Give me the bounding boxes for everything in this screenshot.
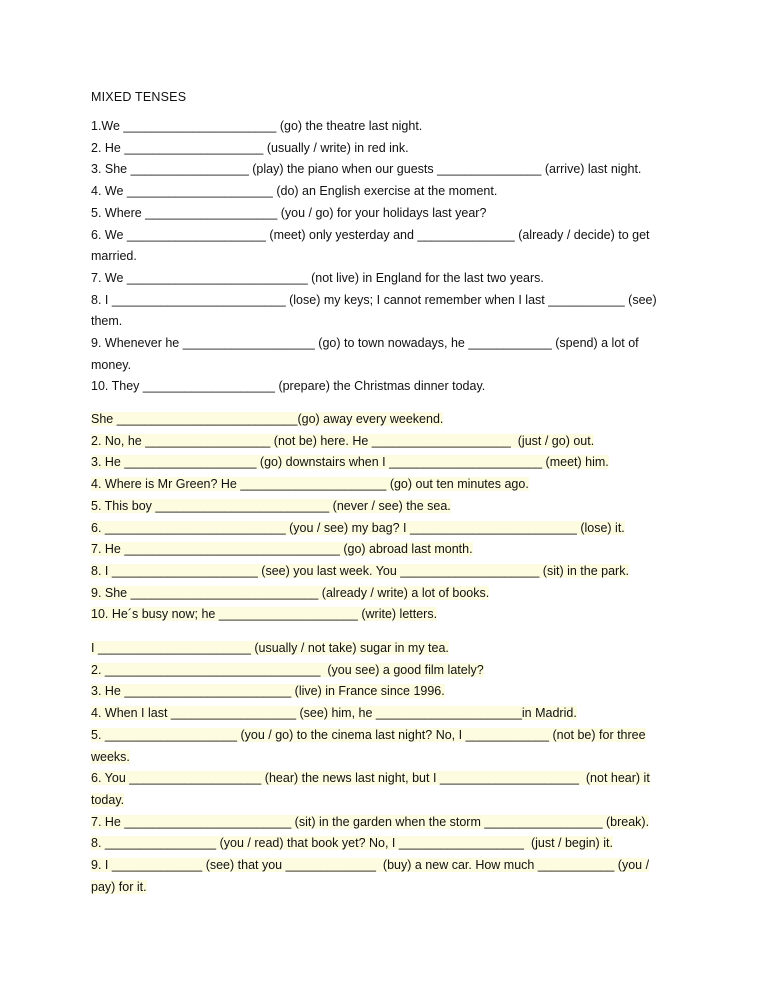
exercise-line: [91, 539, 661, 561]
exercise-line-text: 3. He ___________________ (go) downstairs when I ______________________ (meet) him.: [91, 455, 609, 470]
exercise-line: [91, 290, 661, 312]
exercise-line: [91, 409, 661, 431]
exercise-line-text: 6. You ___________________ (hear) the news last night, but I ____________________ (not hear) it: [91, 771, 650, 786]
exercise-line: [91, 561, 661, 583]
exercise-line-text: 2. No, he __________________ (not be) here. He ____________________ (just / go) out.: [91, 433, 595, 448]
exercise-line: [91, 790, 661, 812]
exercise-section-1: [91, 116, 661, 398]
exercise-line: [91, 181, 661, 203]
exercise-line: [91, 812, 661, 834]
exercise-line-text: married.: [91, 249, 137, 264]
page-title: MIXED TENSES: [91, 90, 187, 104]
exercise-line-text: 4. When I last __________________ (see) him, he _____________________in Madrid.: [91, 706, 577, 721]
exercise-line: [91, 333, 661, 355]
exercise-line: [91, 311, 661, 333]
exercise-line-text: weeks.: [91, 749, 130, 764]
exercise-line-text: 1.We ______________________ (go) the theatre last night.: [91, 119, 423, 133]
exercise-line: [91, 725, 661, 747]
exercise-line: [91, 518, 661, 540]
exercise-line-text: She __________________________(go) away every weekend.: [91, 412, 444, 426]
exercise-line-text: 3. She _________________ (play) the piano when our guests _______________ (arrive) last night.: [91, 162, 642, 177]
exercise-line: [91, 246, 661, 268]
exercise-line-text: 7. We __________________________ (not live) in England for the last two years.: [91, 270, 544, 285]
exercise-line-text: 5. ___________________ (you / go) to the cinema last night? No, I ____________ (not be) for three: [91, 727, 646, 742]
exercise-line: [91, 833, 661, 855]
exercise-line: [91, 474, 661, 496]
exercise-line-text: 10. He´s busy now; he ____________________ (write) letters.: [91, 607, 438, 622]
exercise-line-text: I ______________________ (usually / not take) sugar in my tea.: [91, 641, 449, 655]
exercise-line: [91, 138, 661, 160]
exercise-line-text: 9. She ___________________________ (already / write) a lot of books.: [91, 585, 490, 600]
exercise-line: [91, 638, 661, 660]
exercise-line-text: 2. _______________________________ (you see) a good film lately?: [91, 662, 484, 677]
exercise-line: [91, 376, 661, 398]
exercise-section-2: [91, 409, 661, 626]
exercise-line: [91, 660, 661, 682]
exercise-line-text: 3. He ________________________ (live) in France since 1996.: [91, 684, 445, 699]
exercise-line: [91, 431, 661, 453]
exercise-line-text: 7. He ________________________ (sit) in the garden when the storm _________________ (break).: [91, 814, 650, 829]
exercise-line: [91, 747, 661, 769]
exercise-line: [91, 225, 661, 247]
exercise-line: [91, 877, 661, 899]
exercise-line-text: 9. I _____________ (see) that you _____________ (buy) a new car. How much ___________ (you /: [91, 858, 650, 873]
exercise-line: [91, 203, 661, 225]
exercise-line-text: 7. He _______________________________ (go) abroad last month.: [91, 542, 473, 557]
exercise-line-text: 8. ________________ (you / read) that book yet? No, I __________________ (just / begin) it.: [91, 836, 613, 851]
exercise-line: [91, 855, 661, 877]
exercise-line-text: 4. Where is Mr Green? He _____________________ (go) out ten minutes ago.: [91, 477, 529, 492]
exercise-line-text: 2. He ____________________ (usually / write) in red ink.: [91, 140, 409, 155]
exercise-line-text: 6. We ____________________ (meet) only yesterday and ______________ (already / decide) to get: [91, 227, 650, 242]
exercise-line-text: 5. This boy _________________________ (never / see) the sea.: [91, 498, 451, 513]
exercise-line-text: 9. Whenever he ___________________ (go) to town nowadays, he ____________ (spend) a lot of: [91, 336, 639, 351]
exercise-line: [91, 681, 661, 703]
exercise-line-text: 5. Where ___________________ (you / go) for your holidays last year?: [91, 205, 487, 220]
exercise-line: [91, 768, 661, 790]
exercise-line: [91, 452, 661, 474]
exercise-line-text: 10. They ___________________ (prepare) the Christmas dinner today.: [91, 379, 486, 394]
exercise-line-text: 8. I _________________________ (lose) my keys; I cannot remember when I last ___________ (see): [91, 292, 657, 307]
exercise-line: [91, 496, 661, 518]
exercise-line: [91, 604, 661, 626]
exercise-section-3: [91, 638, 661, 898]
exercise-line-text: 8. I _____________________ (see) you last week. You ____________________ (sit) in the park.: [91, 563, 629, 578]
exercise-line-text: 6. __________________________ (you / see) my bag? I ________________________ (lose) it.: [91, 520, 625, 535]
exercise-line-text: money.: [91, 357, 132, 372]
exercise-line-text: them.: [91, 314, 123, 329]
exercise-line: [91, 159, 661, 181]
exercise-line: [91, 583, 661, 605]
exercise-line: [91, 355, 661, 377]
exercise-line: [91, 116, 661, 138]
exercise-line-text: 4. We _____________________ (do) an English exercise at the moment.: [91, 184, 498, 199]
exercise-line-text: today.: [91, 792, 125, 807]
exercise-line: [91, 703, 661, 725]
exercise-line-text: pay) for it.: [91, 879, 147, 894]
exercise-line: [91, 268, 661, 290]
